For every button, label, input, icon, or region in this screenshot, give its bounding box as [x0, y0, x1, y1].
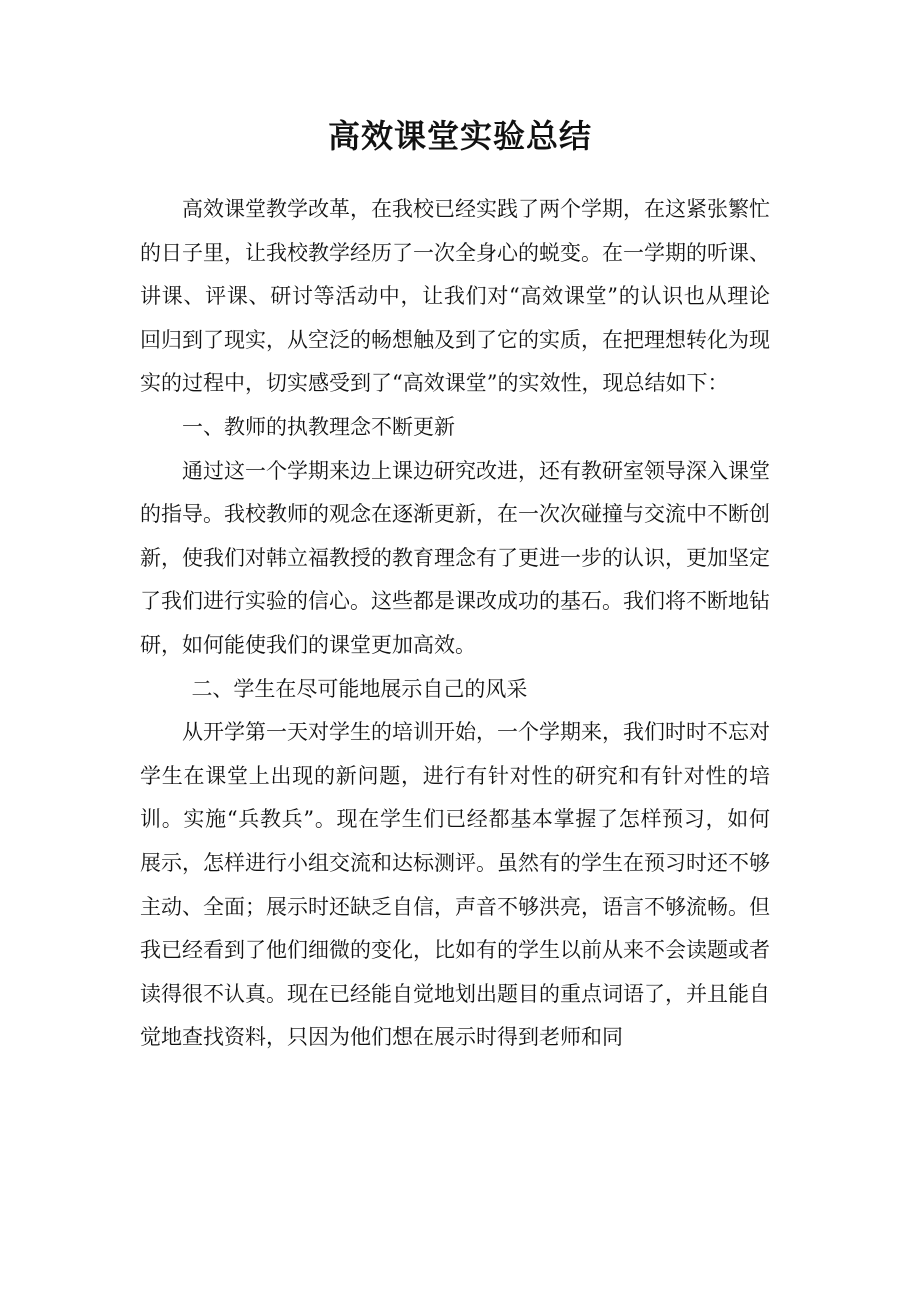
section-1-paragraph: 通过这一个学期来边上课边研究改进，还有教研室领导深入课堂的指导。我校教师的观念在逐渐更新，在一次次碰撞与交流中不断创新，使我们对韩立福教授的教育理念有了更进一步的认识，更加坚定了我们进行实验的信心。这些都是课改成功的基石。我们将不断地钻研，如何能使我们的课堂更加高效。 — [140, 458, 770, 657]
document-body — [140, 188, 770, 1060]
section-1-heading: 一、教师的执教理念不断更新 — [182, 414, 455, 439]
section-2-paragraph: 从开学第一天对学生的培训开始，一个学期来，我们时时不忘对学生在课堂上出现的新问题，进行有针对性的研究和有针对性的培训。实施“兵教兵”。现在学生们已经都基本掌握了怎样预习，如何展示，怎样进行小组交流和达标测评。虽然有的学生在预习时还不够主动、全面；展示时还缺乏自信，声音不够洪亮，语言不够流畅。但我已经看到了他们细微的变化，比如有的学生以前从来不会读题或者读得很不认真。现在已经能自觉地划出题目的重点词语了，并且能自觉地查找资料，只因为他们想在展示时得到老师和同 — [140, 720, 770, 1050]
section-2-heading: 二、学生在尽可能地展示自己的风采 — [191, 676, 528, 701]
document-title: 高效课堂实验总结 — [327, 117, 592, 155]
intro-paragraph: 高效课堂教学改革，在我校已经实践了两个学期，在这紧张繁忙的日子里，让我校教学经历了一次全身心的蜕变。在一学期的听课、讲课、评课、研讨等活动中，让我们对“高效课堂”的认识也从理论回归到了现实，从空泛的畅想触及到了它的实质，在把理想转化为现实的过程中，切实感受到了“高效课堂”的实效性，现总结如下： — [140, 197, 770, 396]
